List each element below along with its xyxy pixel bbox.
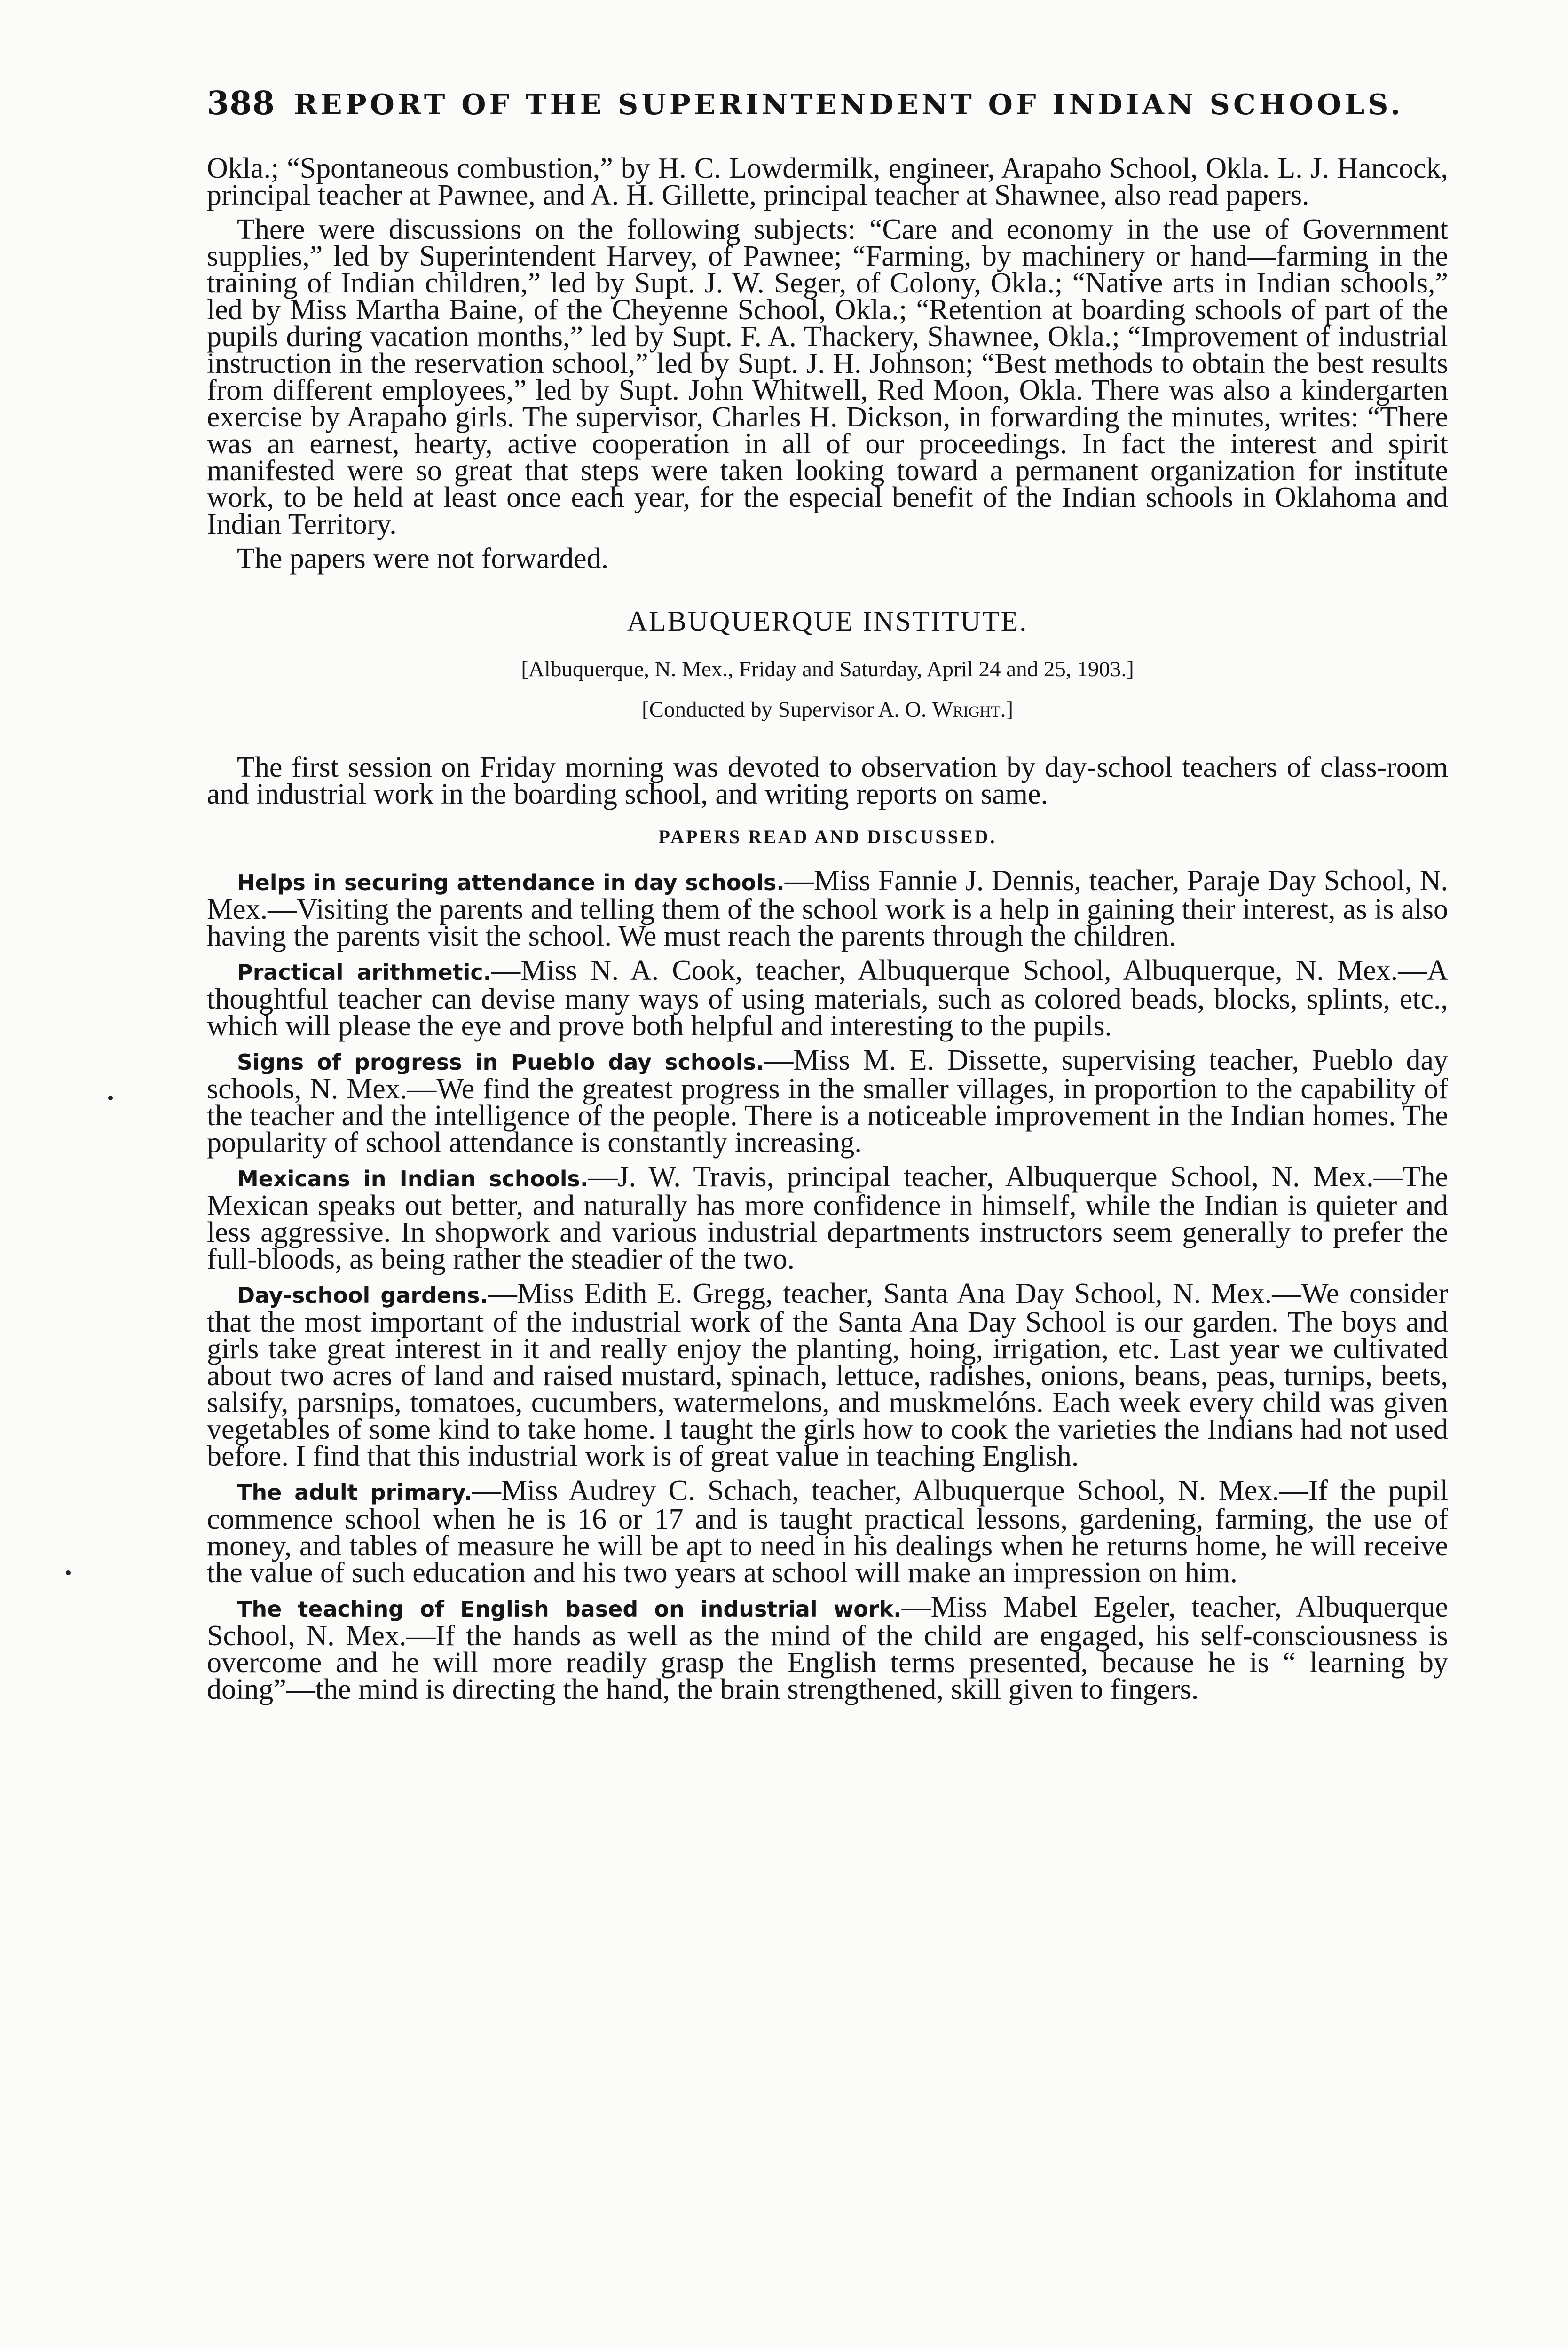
- paper-text: —Miss M. E. Dissette, supervising teacher, Pueblo day schools, N. Mex.—We find the greatest progress in the smaller villages, in proportion to the capability of the teacher and the intelligence of the people. There is a noticeable improvement in the Indian homes. The popularity of school attendance is constantly increasing.: [207, 1044, 1449, 1159]
- opening-paragraph: The first session on Friday morning was devoted to observation by day-school teachers of class-room and industrial work in the boarding school, and writing reports on same.: [207, 751, 1448, 810]
- paper-entry: [207, 1161, 1448, 1275]
- paper-paragraph: [207, 1475, 1448, 1589]
- section-title: ALBUQUERQUE INSTITUTE.: [627, 606, 1028, 637]
- dateline: [Albuquerque, N. Mex., Friday and Saturday, April 24 and 25, 1903.]: [521, 657, 1134, 681]
- paper-text: —J. W. Travis, principal teacher, Albuquerque School, N. Mex.—The Mexican speaks out better, and naturally has more confidence in himself, while the Indian is quieter and less aggressive. In shopwork and various industrial departments instructors seem generally to prefer the full-bloods, as being rather the steadier of the two.: [207, 1161, 1448, 1275]
- papers-heading: PAPERS READ AND DISCUSSED.: [658, 826, 997, 847]
- scan-speck: [108, 1096, 113, 1100]
- paper-text: —Miss N. A. Cook, teacher, Albuquerque School, Albuquerque, N. Mex.—A thoughtful teacher can devise many ways of using materials, such as colored beads, blocks, splints, etc., which will please the eye and prove both helpful and interesting to the pupils.: [207, 955, 1448, 1042]
- paper-text: —Miss Mabel Egeler, teacher, Albuquerque School, N. Mex.—If the hands as well as the mind of the child are engaged, his self-consciousness is overcome and he will more readily grasp the English terms presented, because he is “ learning by doing”—the mind is directing the hand, the brain strengthened, skill given to fingers.: [207, 1591, 1448, 1705]
- paper-paragraph: [207, 1591, 1448, 1705]
- paper-entry: [207, 1475, 1448, 1589]
- paper-entry: [207, 1591, 1448, 1705]
- intro-discussion-paragraph: There were discussions on the following subjects: “Care and economy in the use of Government supplies,” led by Superintendent Harvey, of Pawnee; “Farming, by machinery or hand—farming in the training of Indian children,” led by Supt. J. W. Seger, of Colony, Okla.; “Native arts in Indian schools,” led by Miss Martha Baine, of the Cheyenne School, Okla.; “Retention at boarding schools of part of the pupils during vacation months,” led by Supt. F. A. Thackery, Shawnee, Okla.; “Improvement of industrial instruction in the reservation school,” led by Supt. J. H. Johnson; “Best methods to obtain the best results from different employees,” led by Supt. John Whitwell, Red Moon, Okla. There was also a kindergarten exercise by Arapaho girls. The supervisor, Charles H. Dickson, in forwarding the minutes, writes: “There was an earnest, hearty, active cooperation in all of our proceedings. In fact the interest and spirit manifested were so great that steps were taken looking toward a permanent organization for institute work, to be held at least once each year, for the especial benefit of the Indian schools in Oklahoma and Indian Territory.: [207, 213, 1448, 540]
- paper-paragraph: [207, 1161, 1448, 1275]
- paper-title: The teaching of English based on industrial work.: [237, 1596, 902, 1622]
- supervisor-name: Wright: [932, 697, 1001, 722]
- paper-paragraph: [207, 957, 1448, 1040]
- conducted-by: [207, 697, 1448, 722]
- paper-text: —Miss Edith E. Gregg, teacher, Santa Ana Day School, N. Mex.—We consider that the most important of the industrial work of the Santa Ana Day School is our garden. The boys and girls take great interest in it and really enjoy the planting, hoing, irrigation, etc. Last year we cultivated about two acres of land and raised mustard, spinach, lettuce, radishes, onions, beans, peas, turnips, beets, salsify, parsnips, tomatoes, cucumbers, watermelons, and muskmelóns. Each week every child was given vegetables of some kind to take home. I taught the girls how to cook the varieties the Indians had not used before. I find that this industrial work is of great value in teaching English.: [207, 1278, 1449, 1472]
- paper-title: Signs of progress in Pueblo day schools.: [237, 1049, 764, 1075]
- paper-title: Helps in securing attendance in day schools.: [237, 870, 785, 895]
- intro-papers-note: The papers were not forwarded.: [237, 543, 609, 575]
- page-header: [207, 85, 1448, 122]
- paper-title: The adult primary.: [237, 1480, 472, 1505]
- paper-title: Mexicans in Indian schools.: [237, 1166, 589, 1191]
- paper-entry: [207, 957, 1448, 1040]
- page-number: 388: [207, 85, 275, 122]
- conducted-suffix: .]: [1000, 697, 1014, 722]
- paper-title: Day-school gardens.: [237, 1283, 488, 1308]
- paper-title: Practical arithmetic.: [237, 960, 492, 985]
- text-column: [207, 85, 1448, 1703]
- paper-text: —Miss Audrey C. Schach, teacher, Albuquerque School, N. Mex.—If the pupil commence school when he is 16 or 17 and is taught practical lessons, gardening, farming, the use of money, and tables of measure he will be apt to need in his dealings when he returns home, he will receive the value of such education and his two years at school will make an impression on him.: [207, 1475, 1448, 1589]
- paper-paragraph: [207, 1044, 1449, 1159]
- paper-entry: [207, 1044, 1449, 1159]
- paper-paragraph: [207, 1280, 1448, 1470]
- paper-entry: [207, 1280, 1448, 1470]
- intro-paragraph-continued: Okla.; “Spontaneous combustion,” by H. C. Lowdermilk, engineer, Arapaho School, Okla. L. J. Hancock, principal teacher at Pawnee, and A. H. Gillette, principal teacher at Shawnee, also read papers.: [207, 152, 1448, 211]
- paper-text: —Miss Fannie J. Dennis, teacher, Paraje Day School, N. Mex.—Visiting the parents and telling them of the school work is a help in gaining their interest, as is also having the parents visit the school. We must reach the parents through the children.: [207, 865, 1448, 952]
- paper-paragraph: [207, 865, 1448, 952]
- running-head: REPORT OF THE SUPERINTENDENT OF INDIAN SCHOOLS.: [293, 88, 1404, 121]
- scan-speck: [66, 1570, 71, 1575]
- conducted-prefix: [Conducted by Supervisor A. O.: [641, 697, 932, 722]
- paper-entry: [207, 865, 1448, 952]
